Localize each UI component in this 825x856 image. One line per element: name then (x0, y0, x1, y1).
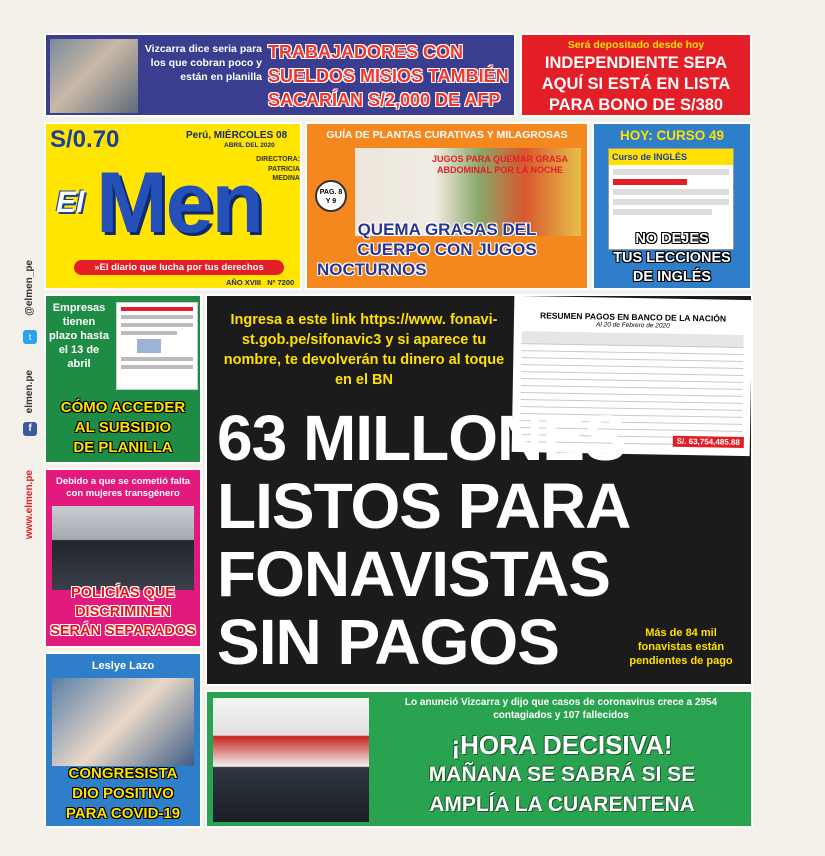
site-handle: elmen.pe (24, 370, 35, 414)
quarantine-kicker: Lo anunció Vizcarra y dijo que casos de coronavirus crece a 2954 contagiados y 107 fallecidos (404, 697, 718, 721)
vizcarra-announcement-photo (213, 698, 369, 822)
date-sub: ABRIL DEL 2020 (224, 142, 275, 149)
main-intro: Ingresa a este link https://www. fonavi-st.gob.pe/sifonavic3 y si aparece tu nombre, te devolverán tu dinero al toque en el BN (223, 312, 505, 388)
top-right-kicker: Será depositado desde hoy (567, 39, 705, 51)
quarantine-headline: ¡HORA DECISIVA! MAÑANA SE SABRÁ SI SE AMPLÍA LA CUARENTENA (428, 730, 696, 816)
social-handle: @elmen_pe (24, 260, 35, 316)
page-badge: PAG. 8 Y 9 (315, 180, 347, 212)
english-cover-title: Curso de INGLÉS (609, 149, 733, 165)
congress-headline: CONGRESISTA DIO POSITIVO PARA COVID-19 (65, 765, 181, 822)
top-left-banner[interactable] (44, 33, 516, 117)
plants-inner-title: JUGOS PARA QUEMAR GRASA ABDOMINAL POR LA NOCHE (431, 154, 568, 175)
subsidy-headline: CÓMO ACCEDER AL SUBSIDIO DE PLANILLA (60, 399, 186, 456)
vizcarra-photo (50, 39, 138, 113)
subsidy-caption: Empresas tienen plazo hasta el 13 de abril (49, 302, 109, 370)
congress-photo (52, 678, 194, 766)
slogan: »El diario que lucha por tus derechos (94, 262, 264, 273)
police-story[interactable] (44, 468, 202, 648)
director-name: PATRICIA MEDINA (267, 166, 300, 182)
top-right-banner[interactable] (520, 33, 752, 117)
english-headline: NO DEJES TUS LECCIONES DE INGLÉS (613, 231, 731, 285)
police-headline: POLICÍAS QUE DISCRIMINEN SERÁN SEPARADOS (50, 585, 196, 639)
masthead (44, 122, 302, 290)
subsidy-document (116, 302, 198, 390)
logo-el: El (56, 186, 85, 219)
logo-main: Men (96, 155, 262, 251)
price: S/0.70 (50, 126, 120, 153)
quarantine-story[interactable] (205, 690, 753, 828)
plants-headline: QUEMA GRASAS DEL CUERPO CON JUGOS NOCTURNOS (317, 220, 537, 279)
doc-date: Al 20 de Febrero de 2020 (595, 321, 670, 330)
main-headline: 63 MILLONES LISTOS PARA FONAVISTAS SIN PAGOS (217, 402, 631, 678)
congress-story[interactable] (44, 652, 202, 828)
doc-title: RESUMEN PAGOS EN BANCO DE LA NACIÓN (539, 310, 727, 324)
plants-header: GUÍA DE PLANTAS CURATIVAS Y MILAGROSAS (326, 129, 568, 141)
english-course[interactable] (592, 122, 752, 290)
slogan-bar (74, 260, 284, 275)
date-line: Perú, MIÉRCOLES 08 (186, 130, 288, 141)
issue: AÑO XVIII Nº 7200 (226, 278, 295, 287)
facebook-icon: f (23, 422, 37, 436)
main-story[interactable] (205, 294, 753, 686)
police-photo (52, 506, 194, 590)
twitter-icon: t (23, 330, 37, 344)
subsidy-story[interactable] (44, 294, 202, 464)
director-label: DIRECTORA: (256, 156, 300, 163)
congress-name: Leslye Lazo (91, 660, 155, 672)
main-side-note: Más de 84 mil fonavistas están pendientes de pago (629, 627, 733, 667)
top-right-headline: INDEPENDIENTE SEPA AQUÍ SI ESTÁ EN LISTA PARA BONO DE S/380 (541, 54, 731, 114)
doc-total: S/. 63,754,485.88 (673, 436, 744, 448)
site-url: www.elmen.pe (24, 470, 35, 540)
english-header: HOY: CURSO 49 (619, 128, 725, 143)
plants-guide[interactable] (305, 122, 589, 290)
top-left-caption: Vizcarra dice seria para los que cobran poco y están en planilla (144, 43, 262, 83)
police-kicker: Debido a que se cometió falta con mujeres transgénero (55, 476, 191, 499)
top-left-headline: TRABAJADORES CON SUELDOS MISIOS TAMBIÉN SACARÍAN S/2,000 DE AFP (268, 42, 509, 110)
